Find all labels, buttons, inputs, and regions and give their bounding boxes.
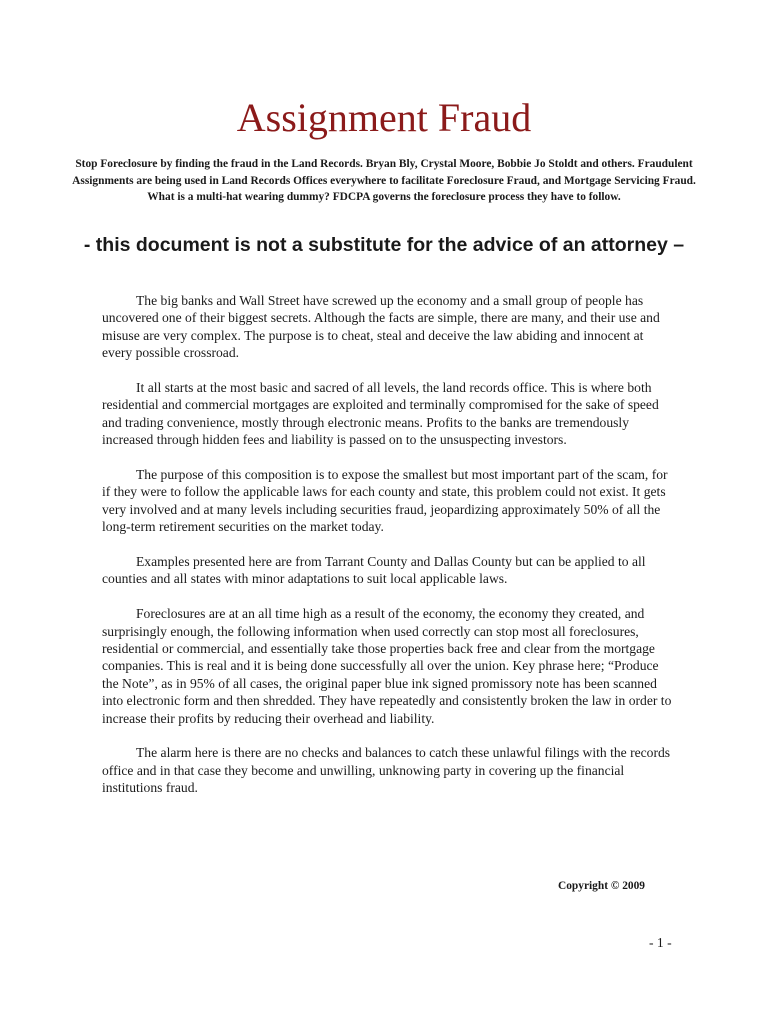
disclaimer: - this document is not a substitute for the advice of an attorney –: [83, 234, 685, 256]
document-subtitle: Stop Foreclosure by finding the fraud in the Land Records. Bryan Bly, Crystal Moore, Bobbie Jo Stoldt and others. Fraudulent Assignments are being used in Land Records Offices everywhere to facilitate Foreclosure Fraud, and Mortgage Servicing Fraud. What is a multi-hat wearing dummy? FDCPA governs the foreclosure process they have to follow.: [72, 158, 696, 203]
paragraph: The big banks and Wall Street have screwed up the economy and a small group of people has uncovered one of their biggest secrets. Although the facts are simple, there are many, and their use and misuse are very complex. The purpose is to cheat, steal and deceive the law abiding and innocent at every possible crossroad.: [102, 293, 660, 361]
copyright-notice: Copyright © 2009: [558, 880, 645, 892]
paragraph: The purpose of this composition is to expose the smallest but most important part of the scam, for if they were to follow the applicable laws for each county and state, this problem could not exist. It gets very involved and at many levels including securities fraud, jeopardizing approximately 50% of all the long-term retirement securities on the market today.: [102, 467, 668, 535]
document-title: Assignment Fraud: [236, 95, 532, 140]
page-number: - 1 -: [649, 935, 672, 950]
paragraph: It all starts at the most basic and sacred of all levels, the land records office. This is where both residential and commercial mortgages are exploited and terminally compromised for the sake of speed and trading convenience, mostly through electronic means. Profits to the banks are tremendously increased through hidden fees and liability is passed on to the unsuspecting investors.: [102, 380, 659, 448]
paragraph: Foreclosures are at an all time high as a result of the economy, the economy they created, and surprisingly enough, the following information when used correctly can stop most all foreclosures, residential or commercial, and essentially take those properties back free and clear from the mortgage companies. This is real and it is being done successfully all over the union. Key phrase here; “Produce the Note”, as in 95% of all cases, the original paper blue ink signed promissory note has been scanned into electronic form and then shredded. They have repeatedly and consistently broken the law in order to increase their profits by reducing their overhead and liability.: [102, 606, 672, 726]
paragraph: The alarm here is there are no checks and balances to catch these unlawful filings with the records office and in that case they become and unwilling, unknowing party in covering up the financial institutions fraud.: [102, 745, 671, 796]
paragraph: Examples presented here are from Tarrant County and Dallas County but can be applied to all counties and all states with minor adaptations to suit local applicable laws.: [102, 554, 646, 587]
document-body: [102, 292, 675, 814]
